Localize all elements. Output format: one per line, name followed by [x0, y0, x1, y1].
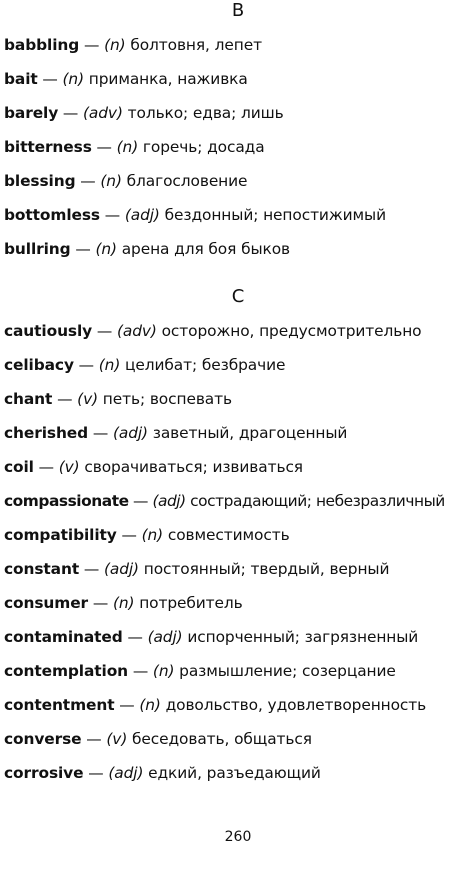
entry-celibacy	[4, 354, 285, 376]
entry-pos: (adj)	[112, 424, 148, 442]
entry-pos: (adj)	[108, 764, 144, 782]
entry-translation: совместимость	[163, 526, 290, 544]
entry-pos: (adj)	[124, 206, 160, 224]
entry-translation: петь; воспевать	[98, 390, 232, 408]
entry-pos: (n)	[104, 36, 126, 54]
entry-translation: осторожно, предусмотрительно	[156, 322, 422, 340]
entry-pos: (n)	[152, 662, 175, 680]
entry-word: contemplation	[4, 662, 129, 680]
entry-pos: (n)	[141, 526, 164, 544]
entry-dash: —	[70, 240, 96, 258]
entry-pos: (adj)	[147, 628, 183, 646]
entry-translation: заветный, драгоценный	[147, 424, 348, 442]
entry-word: barely	[4, 104, 59, 122]
entry-translation: испорченный; загрязненный	[182, 628, 419, 646]
entry-pos: (v)	[106, 730, 128, 748]
entry-pos: (n)	[139, 696, 161, 714]
entry-translation: арена для боя быков	[116, 240, 290, 258]
entry-dash: —	[122, 628, 148, 646]
entry-translation: горечь; досада	[138, 138, 265, 156]
entry-compassionate	[4, 490, 445, 512]
page-number: 260	[224, 829, 252, 845]
entry-translation: постоянный; твердый, верный	[138, 560, 390, 578]
entry-consumer	[4, 592, 243, 614]
entry-compatibility	[4, 524, 290, 546]
entry-translation: сострадающий; небезразличный	[185, 492, 445, 510]
entry-word: babbling	[4, 36, 80, 54]
entry-translation: размышление; созерцание	[174, 662, 396, 680]
entry-bottomless	[4, 204, 386, 226]
entry-dash: —	[128, 492, 153, 510]
section-letter-b: B	[231, 0, 245, 21]
entry-word: corrosive	[4, 764, 84, 782]
entry-translation: сворачиваться; извиваться	[79, 458, 303, 476]
entry-translation: едкий, разъедающий	[143, 764, 321, 782]
entry-pos: (v)	[58, 458, 80, 476]
entry-translation: только; едва; лишь	[122, 104, 284, 122]
entry-pos: (n)	[112, 594, 135, 612]
entry-word: consumer	[4, 594, 89, 612]
entry-dash: —	[37, 70, 63, 88]
entry-dash: —	[114, 696, 140, 714]
entry-cherished	[4, 422, 347, 444]
entry-dash: —	[75, 172, 101, 190]
entry-blessing	[4, 170, 247, 192]
entry-dash: —	[91, 138, 117, 156]
entry-pos: (n)	[98, 356, 121, 374]
entry-word: compatibility	[4, 526, 117, 544]
entry-word: blessing	[4, 172, 76, 190]
entry-babbling	[4, 34, 262, 56]
entry-bait	[4, 68, 248, 90]
section-letter-c: C	[231, 286, 245, 307]
entry-dash: —	[116, 526, 142, 544]
entry-word: bitterness	[4, 138, 92, 156]
entry-bitterness	[4, 136, 265, 158]
entry-dash: —	[92, 322, 117, 340]
entry-dash: —	[79, 36, 105, 54]
entry-translation: болтовня, лепет	[125, 36, 262, 54]
entry-word: cherished	[4, 424, 89, 442]
entry-pos: (n)	[116, 138, 139, 156]
entry-dash: —	[81, 730, 107, 748]
entry-dash: —	[88, 424, 113, 442]
entry-contemplation	[4, 660, 396, 682]
entry-dash: —	[52, 390, 78, 408]
entry-contentment	[4, 694, 426, 716]
entry-pos: (n)	[62, 70, 84, 88]
entry-cautiously	[4, 320, 422, 342]
entry-translation: целибат; безбрачие	[120, 356, 286, 374]
entry-word: contentment	[4, 696, 115, 714]
entry-pos: (adj)	[152, 492, 186, 510]
entry-word: chant	[4, 390, 53, 408]
entry-word: celibacy	[4, 356, 74, 374]
entry-constant	[4, 558, 389, 580]
entry-pos: (n)	[100, 172, 122, 190]
entry-dash: —	[83, 764, 109, 782]
entry-word: bottomless	[4, 206, 100, 224]
entry-contaminated	[4, 626, 418, 648]
entry-dash: —	[33, 458, 59, 476]
entry-word: cautiously	[4, 322, 93, 340]
entry-dash: —	[128, 662, 153, 680]
entry-word: converse	[4, 730, 82, 748]
entry-bullring	[4, 238, 290, 260]
entry-translation: беседовать, общаться	[127, 730, 312, 748]
entry-chant	[4, 388, 232, 410]
entry-barely	[4, 102, 284, 124]
entry-word: compassionate	[4, 492, 129, 510]
entry-pos: (v)	[77, 390, 98, 408]
entry-pos: (adv)	[117, 322, 157, 340]
entry-coil	[4, 456, 303, 478]
entry-translation: приманка, наживка	[84, 70, 248, 88]
entry-translation: благословение	[121, 172, 248, 190]
entry-dash: —	[58, 104, 84, 122]
entry-translation: бездонный; непостижимый	[159, 206, 386, 224]
entry-word: bullring	[4, 240, 71, 258]
entry-word: contaminated	[4, 628, 123, 646]
entry-dash: —	[79, 560, 104, 578]
entry-dash: —	[88, 594, 113, 612]
entry-pos: (adv)	[83, 104, 123, 122]
entry-word: coil	[4, 458, 34, 476]
entry-word: constant	[4, 560, 80, 578]
entry-converse	[4, 728, 312, 750]
entry-translation: довольство, удовлетворенность	[160, 696, 427, 714]
entry-word: bait	[4, 70, 38, 88]
entry-dash: —	[99, 206, 125, 224]
entry-dash: —	[73, 356, 99, 374]
entry-pos: (n)	[95, 240, 117, 258]
entry-corrosive	[4, 762, 321, 784]
entry-translation: потребитель	[134, 594, 243, 612]
entry-pos: (adj)	[103, 560, 139, 578]
